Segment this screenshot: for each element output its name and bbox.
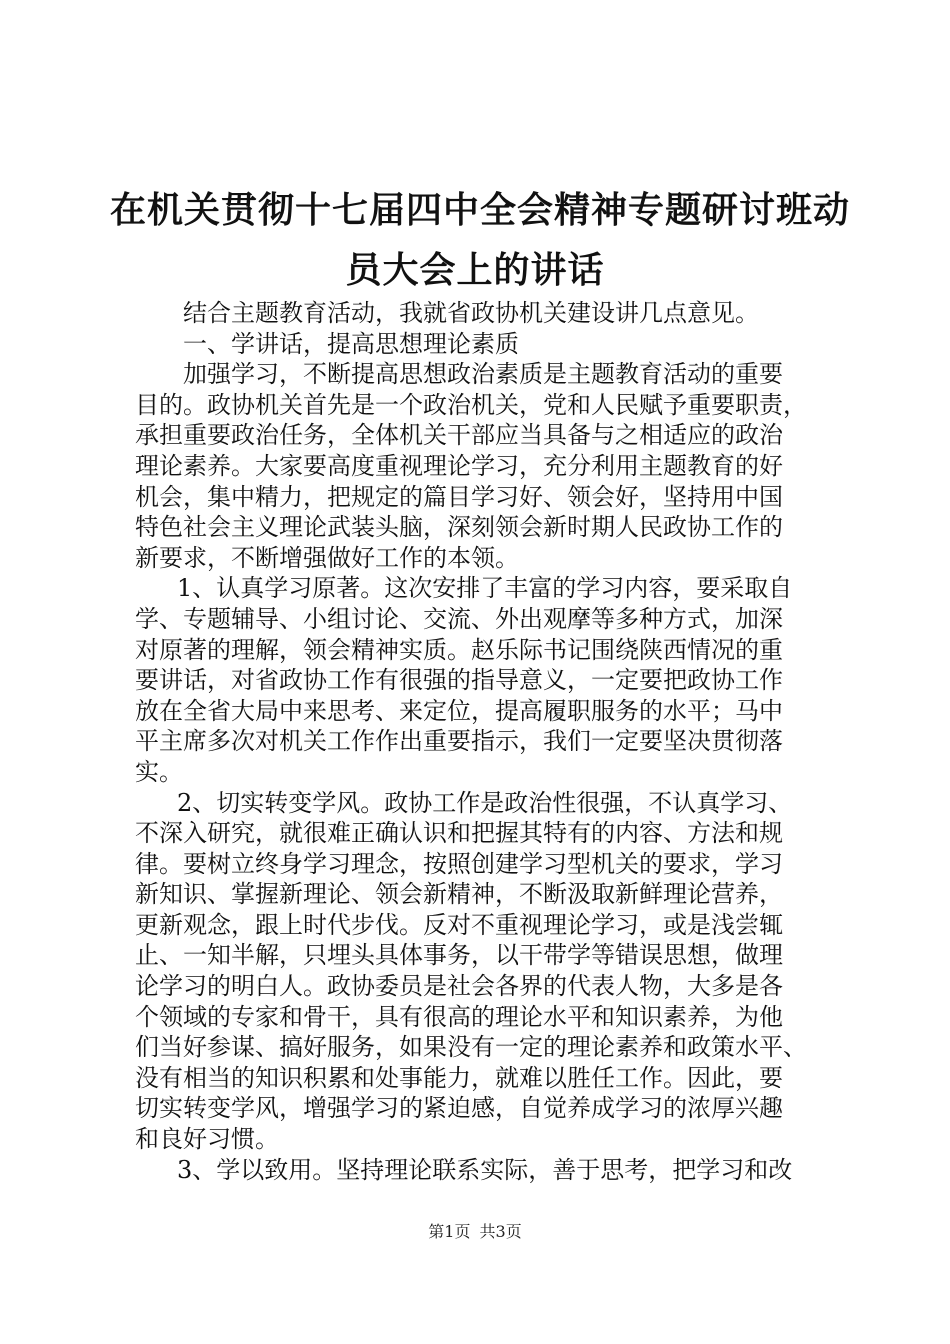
paragraph-line: 目的。政协机关首先是一个政治机关，党和人民赋予重要职责， [135,390,807,419]
paragraph-line: 切实转变学风，增强学习的紧迫感，自觉养成学习的浓厚兴趣 [135,1094,783,1123]
document-title-line-1: 在机关贯彻十七届四中全会精神专题研讨班动 [110,189,851,231]
paragraph-line: 承担重要政治任务，全体机关干部应当具备与之相适应的政治 [135,421,783,450]
page-footer [0,1222,950,1242]
paragraph-line: 结合主题教育活动，我就省政协机关建设讲几点意见。 [183,299,759,327]
paragraph-line: 律。要树立终身学习理念，按照创建学习型机关的要求，学习 [135,849,783,878]
paragraph-line: 对原著的理解，领会精神实质。赵乐际书记围绕陕西情况的重 [135,635,783,664]
page-total: 共3页 [479,1222,522,1241]
paragraph-line: 机会，集中精力，把规定的篇目学习好、领会好，坚持用中国 [135,482,783,511]
page-number: 第1页 [428,1222,471,1241]
paragraph-line: 更新观念，跟上时代步伐。反对不重视理论学习，或是浅尝辄 [135,910,783,939]
paragraph-line: 和良好习惯。 [135,1125,279,1154]
paragraph-line: 实。 [135,757,183,786]
paragraph-line: 不深入研究，就很难正确认识和把握其特有的内容、方法和规 [135,819,783,848]
paragraph-line: 止、一知半解，只埋头具体事务，以干带学等错误思想，做理 [135,941,783,970]
document-title-line-2: 员大会上的讲话 [345,249,605,291]
paragraph-line: 新要求，不断增强做好工作的本领。 [135,543,519,572]
paragraph-line: 平主席多次对机关工作作出重要指示，我们一定要坚决贯彻落 [135,727,783,756]
paragraph-line: 特色社会主义理论武装头脑，深刻领会新时期人民政协工作的 [135,513,783,542]
paragraph-line: 加强学习，不断提高思想政治素质是主题教育活动的重要 [183,360,783,389]
paragraph-line: 新知识、掌握新理论、领会新精神，不断汲取新鲜理论营养， [135,880,783,909]
paragraph-line: 1、认真学习原著。这次安排了丰富的学习内容，要采取自 [177,574,793,603]
paragraph-line: 理论素养。大家要高度重视理论学习，充分利用主题教育的好 [135,451,783,480]
paragraph-line: 个领域的专家和骨干，具有很高的理论水平和知识素养，为他 [135,1002,783,1031]
paragraph-line: 没有相当的知识积累和处事能力，就难以胜任工作。因此，要 [135,1063,783,1092]
paragraph-line: 2、切实转变学风。政协工作是政治性很强，不认真学习、 [177,788,793,817]
paragraph-line: 放在全省大局中来思考、来定位，提高履职服务的水平；马中 [135,696,783,725]
paragraph-line: 要讲话，对省政协工作有很强的指导意义，一定要把政协工作 [135,666,783,695]
paragraph-line: 们当好参谋、搞好服务，如果没有一定的理论素养和政策水平、 [135,1033,807,1062]
paragraph-line: 论学习的明白人。政协委员是社会各界的代表人物，大多是各 [135,972,783,1001]
paragraph-line: 3、学以致用。坚持理论联系实际，善于思考，把学习和改 [177,1155,793,1184]
paragraph-line: 学、专题辅导、小组讨论、交流、外出观摩等多种方式，加深 [135,604,783,633]
document-body [135,298,825,1185]
section-heading: 一、学讲话，提高思想理论素质 [183,329,519,358]
